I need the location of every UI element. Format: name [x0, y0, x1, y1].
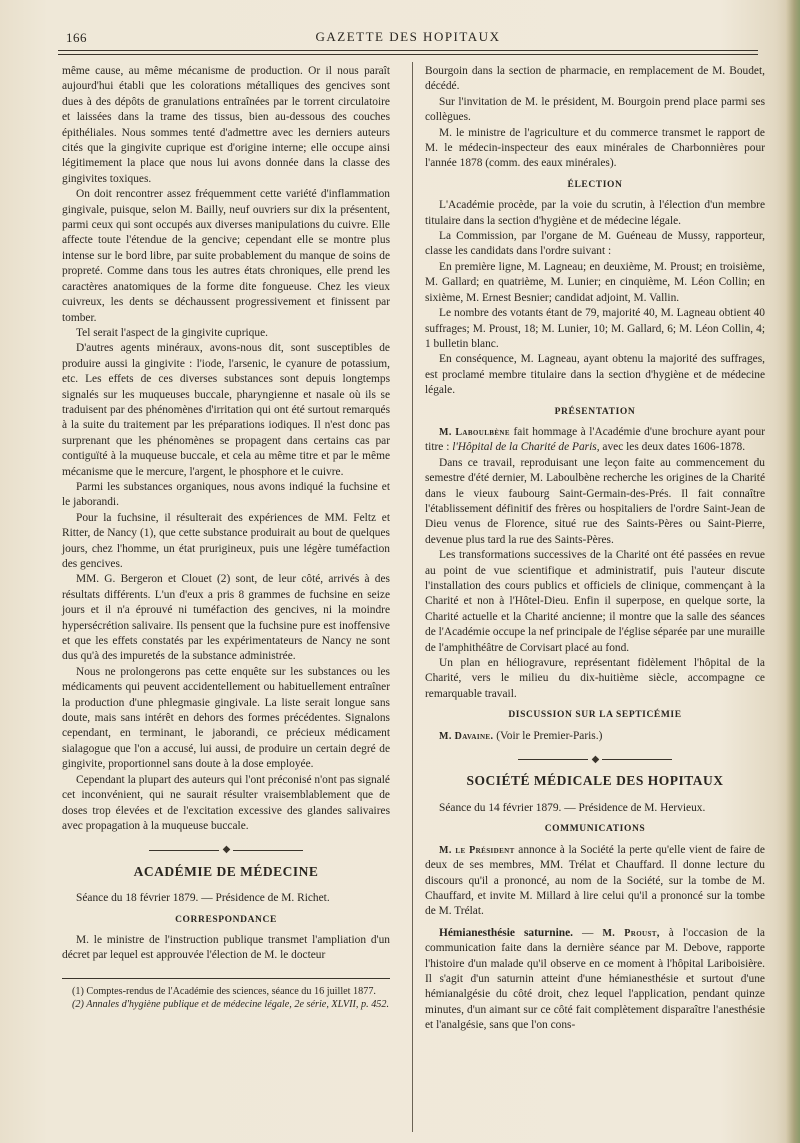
speaker-name: M. Laboulbène — [439, 426, 510, 438]
text-run: — — [573, 926, 603, 939]
paragraph: Un plan en héliogravure, représentant fidèlement l'hôpital de la Charité, vers le milieu du dix-huitième siècle, accompagne ce remarquable travail. — [425, 657, 765, 700]
academy-seance: Séance du 18 février 1879. — Présidence de M. Richet. — [76, 892, 330, 905]
paragraph: D'autres agents minéraux, avons-nous dit, sont susceptibles de produire aussi la gingivite : l'iode, l'arsenic, le cyanure de potassium, etc. Les effets de ces diverses substances sont depuis longtemps signalés sur les muqueuses buccale, pharyngienne et nasale où ils se traduisent par des phénomènes d'irritation qui ont été surtout remarqués à la suite du traitement par les préparations iodiques. Il n'est donc pas surprenant que les phénomènes se propagent dans certains cas par contiguïté à la muqueuse buccale, et cela au même titre et par le même mécanisme que le mercure, l'argent, le phosphore et le cuivre. — [62, 342, 390, 478]
paragraph: même cause, au même mécanisme de production. Or il nous paraît aujourd'hui établi que les colorations métalliques des gencives sont dues à des dépôts de granulations entraînées par le torrent circulatoire et laissées dans la trame des tissus, bien au-dessous des couches épithéliales. Nous sommes tenté d'admettre avec les derniers auteurs cités que la gingivite cuprique est d'origine interne; elle occupe ainsi légitimement la place que nous lui avons donnée dans la classe des gingivites toxiques. — [62, 65, 390, 185]
presentation-lead-paragraph — [425, 425, 765, 456]
discussion-heading: DISCUSSION SUR LA SEPTICÉMIE — [508, 710, 682, 721]
footnote-1: (1) Comptes-rendus de l'Académie des sciences, séance du 16 juillet 1877. — [72, 985, 376, 997]
paragraph: Pour la fuchsine, il résulterait des expériences de MM. Feltz et Ritter, de Nancy (1), que cette substance produirait au bout de quelques jours, chez l'homme, un état prurigineux, puis une légère tuméfaction des gencives. — [62, 511, 390, 570]
paragraph: L'Académie procède, par la voie du scrutin, à l'élection d'un membre titulaire dans la section d'hygiène et de médecine légale. — [425, 199, 765, 227]
paragraph: Parmi les substances organiques, nous avons indiqué la fuchsine et le jaborandi. — [62, 480, 390, 509]
paragraph: Nous ne prolongerons pas cette enquête sur les substances ou les médicaments qui peuvent accidentellement ou habituellement entraîner la production d'une phlegmasie gingivale. La liste serait longue sans doute, mais sans intérêt en dehors des formes précédentes. Signalons cependant, en terminant, le jaborandi, ce précieux médicament sialagogue que l'on a accusé, lui aussi, de produire un certain degré de gingivite, proportionnel sans doute à la dose employée. — [62, 665, 390, 771]
text-run: (Voir le Premier-Paris.) — [493, 729, 603, 742]
article-title: Hémianesthésie saturnine. — [439, 926, 573, 939]
paragraph: Cependant la plupart des auteurs qui l'ont préconisé n'ont pas signalé cet inconvénient, qui ne saurait résulter vraisemblablement que de doses trop élevées et de l'excitation excessive des glandes salivaires avec propagation à la muqueuse buccale. — [62, 773, 390, 832]
correspondance-heading: CORRESPONDANCE — [175, 914, 277, 925]
header-rule — [58, 50, 758, 51]
election-heading: ÉLECTION — [567, 179, 623, 190]
paragraph: Dans ce travail, reproduisant une leçon faite au commencement du semestre d'été dernier, M. Laboulbène recherche les origines de la Charité dans le vieux faubourg Saint-Germain-des-Prés. Il fait connaître l'établissement définitif des frères ou hospitaliers de l'ordre Saint-Jean de Dieu venus de Florence, situé rue des Saints-Pères ou Saint-Pierre, devenue plus tard la rue des Saints-Pères. — [425, 456, 765, 546]
paragraph: Les transformations successives de la Charité ont été passées en revue au point de vue scientifique et administratif, puis l'auteur discute l'installation des cours publics et officiels de clinique, commençant à la Charité et non à l'Hôtel-Dieu. Enfin il superpose, en quelque sorte, la Charité actuelle et la Charité ancienne; il montre que la salle des séances de l'Académie occupe la nef principale de l'église séparée par une muraille de l'amphithéâtre de Corvisart placé au fond. — [425, 549, 765, 654]
academy-heading: ACADÉMIE DE MÉDECINE — [133, 863, 319, 879]
section-ornament: ◆ — [425, 752, 765, 767]
speaker-name: M. Davaine. — [439, 730, 494, 742]
paragraph: Sur l'invitation de M. le président, M. Bourgoin prend place parmi ses collègues. — [425, 95, 765, 124]
speaker-name: M. Proust, — [602, 927, 660, 939]
paragraph: Tel serait l'aspect de la gingivite cuprique. — [76, 326, 268, 339]
book-title: l'Hôpital de la Charité de Paris, — [452, 441, 600, 454]
paragraph: M. le ministre de l'agriculture et du commerce transmet le rapport de M. le médecin-inspecteur des eaux minérales de Charbonnières pour l'année 1878 (comm. des eaux minérales). — [425, 126, 765, 170]
hemianesthesie-paragraph — [425, 926, 765, 1034]
footnotes — [62, 985, 390, 1011]
paragraph: En conséquence, M. Lagneau, ayant obtenu la majorité des suffrages, est proclamé membre titulaire dans la section d'hygiène et de médecine légale. — [425, 353, 765, 397]
right-column — [425, 64, 765, 1034]
footnote-2: (2) Annales d'hygiène publique et de médecine légale, 2e série, XLVII, p. 452. — [72, 998, 390, 1010]
speaker-name: M. le Président — [439, 844, 515, 856]
text-run: annonce à la Société la perte qu'elle vient de faire de deux de ses membres, MM. Trélat et Chauffard. Il donne lecture du discours qu'il a prononcé, au nom de la Société, sur la tombe de M. Chauffard, et invite M. Millard à lire celui qu'il a prononcé sur la tombe de M. Trélat. — [425, 843, 765, 918]
discussion-paragraph — [425, 729, 765, 744]
paragraph: Bourgoin dans la section de pharmacie, en remplacement de M. Boudet, décédé. — [425, 65, 765, 93]
paragraph: La Commission, par l'organe de M. Guéneau de Mussy, rapporteur, classe les candidats dans l'ordre suivant : — [425, 230, 765, 258]
paragraph: MM. G. Bergeron et Clouet (2) sont, de leur côté, arrivés à des résultats différents. L'un d'eux a pris 8 grammes de fuchsine en seize jours et il n'a éprouvé ni tuméfaction des gencives, ni la moindre hypersécrétion salivaire. Ils pensent que la fuchsine pure est inoffensive et que les effets constatés par les expérimentateurs de Nancy ne sont dus qu'à des impuretés de la substance administrée. — [62, 573, 390, 663]
column-divider — [412, 62, 413, 1132]
society-heading: SOCIÉTÉ MÉDICALE DES HOPITAUX — [466, 773, 724, 789]
text-run: avec les deux dates 1606-1878. — [599, 441, 746, 454]
page-header — [58, 28, 758, 50]
paragraph: On doit rencontrer assez fréquemment cette variété d'inflammation gingivale, puisque, selon M. Bailly, neuf ouvriers sur dix la présentent, parmi ceux qui sont occupés aux diverses manipulations du cuivre. Elle affecte toute l'étendue de la gencive; cependant elle se montre plus intense sur le bord libre, par suite probablement du manque de soins de propreté. Comme dans tous les autres états chroniques, elle prend les caractères anatomiques de la forme dite fongueuse. Chez les vieux cuivreux, les dents se déchaussent progressivement et finissent par tomber. — [62, 188, 390, 324]
communications-paragraph — [425, 843, 765, 920]
page-edge — [786, 0, 800, 1143]
society-seance: Séance du 14 février 1879. — Présidence de M. Hervieux. — [439, 801, 706, 814]
page-number: 166 — [66, 30, 87, 45]
text-run: à l'occasion de la communication faite dans la dernière séance par M. Debove, rapporte l'histoire d'un malade qu'il observe en ce moment à l'hôpital Lariboisière. Il s'agit d'un saturnin atteint d'une hémianesthésie et surtout d'une hémianalgésie du côté droit, chez lequel l'application, pendant quinze minutes, d'un aimant sur ce côté fait complètement disparaître l'anesthésie et l'analgésie, sans que l'on cons- — [425, 926, 765, 1032]
section-ornament: ◆ — [62, 842, 390, 857]
text-run: fait hommage à l'Académie d'une brochure ayant pour titre : — [425, 425, 765, 454]
journal-title: GAZETTE DES HOPITAUX — [315, 29, 501, 44]
paragraph: Le nombre des votants étant de 79, majorité 40, M. Lagneau obtient 40 suffrages; M. Proust, 18; M. Lunier, 10; M. Gallard, 6; M. Léon Collin, 4; 1 bulletin blanc. — [425, 307, 765, 350]
paragraph: En première ligne, M. Lagneau; en deuxième, M. Proust; en troisième, M. Gallard; en quatrième, M. Lunier; en cinquième, M. Léon Collin; en sixième, M. Ernest Besnier; candidat adjoint, M. Vallin. — [425, 260, 765, 304]
communications-heading: COMMUNICATIONS — [544, 824, 646, 835]
footnote-rule — [62, 978, 390, 979]
header-rule-thin — [58, 54, 758, 55]
paragraph: M. le ministre de l'instruction publique transmet l'ampliation d'un décret par lequel est approuvée l'élection de M. le docteur — [62, 933, 390, 962]
presentation-heading: PRÉSENTATION — [554, 406, 636, 417]
left-column — [62, 64, 390, 1011]
